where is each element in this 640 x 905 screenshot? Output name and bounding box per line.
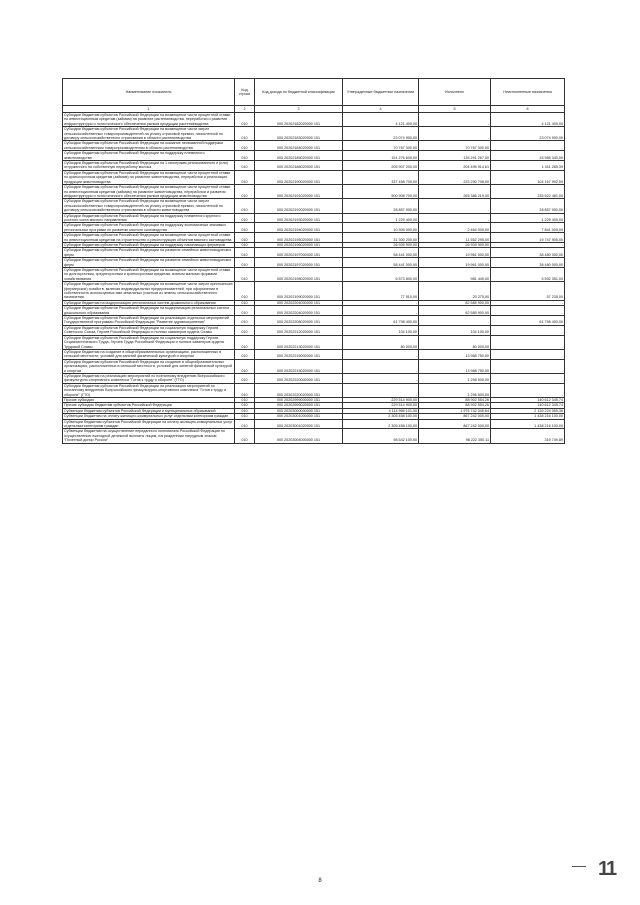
cell-rest: 1 438 216 100,00 bbox=[491, 419, 565, 429]
cell-name: Субсидии бюджетам субъектов Российской Федерации на социальную поддержку Героев Советского Союза, Героев Российской Федерации и полных кавалеров ордена Славы bbox=[63, 325, 235, 335]
cell-kbk: 000 20202199020000 151 bbox=[255, 282, 343, 301]
cell-done: 13 988 750,00 bbox=[419, 349, 491, 359]
cell-name: Субсидии бюджетам субъектов Российской Федерации на возмещение части затрат крестьянских (фермерских) хозяйств, включая индивидуальных предпринимателей, при оформлении в собственность используемых ими земельных участков из земель сельскохозяйственного назначения bbox=[64, 282, 233, 300]
cell-done: - bbox=[419, 113, 491, 127]
cell-rest: 5 592 351,00 bbox=[491, 268, 565, 282]
cell-code: 010 bbox=[235, 170, 255, 184]
cell-done: 13 988 750,00 bbox=[419, 359, 491, 373]
cell-rest: 57 235,00 bbox=[491, 282, 565, 301]
cell-approved: 58 441 000,00 bbox=[343, 248, 419, 258]
cell-approved: 104 100,00 bbox=[343, 325, 419, 335]
col-number: 4 bbox=[343, 106, 419, 113]
cell-approved: 205 907 200,00 bbox=[343, 161, 419, 171]
table-row bbox=[63, 223, 565, 233]
cell-name: Субсидии бюджетам на создание в общеобразовательных организациях, расположенных в сельской местности, условий для занятий физической культурой и спортом bbox=[63, 349, 235, 359]
table-row bbox=[63, 306, 565, 316]
cell-approved: 4 121 400,00 bbox=[343, 113, 419, 127]
table-row bbox=[63, 335, 565, 349]
cell-code: 010 bbox=[235, 403, 255, 408]
col-number: 6 bbox=[491, 106, 565, 113]
cell-done: 135 291 267,00 bbox=[419, 151, 491, 161]
cell-rest: 319 749,89 bbox=[491, 429, 565, 443]
cell-kbk: 000 20202212020000 151 bbox=[255, 325, 343, 335]
cell-name: Субсидии бюджетам субъектов Российской Федерации на реализацию мероприятий по поэтапному внедрению Всероссийского физкультурно-спортивного комплекса "Готов к труду и обороне" (ГТО) bbox=[63, 383, 235, 397]
cell-code: 010 bbox=[235, 316, 255, 326]
cell-approved: - bbox=[343, 300, 419, 305]
report-sheet bbox=[62, 78, 564, 444]
cell-rest: 140 612 345,74 bbox=[491, 403, 565, 408]
cell-done: 98 222 350,11 bbox=[419, 429, 491, 443]
page-number: 8 bbox=[318, 878, 322, 884]
table-row bbox=[63, 282, 565, 301]
header-approved: Утвержденные бюджетные назначения bbox=[343, 79, 419, 106]
cell-code: 010 bbox=[235, 223, 255, 233]
cell-kbk: 000 20202191020000 151 bbox=[255, 185, 343, 199]
cell-rest: 23 074 900,00 bbox=[491, 127, 565, 141]
cell-rest: 15 985 340,00 bbox=[491, 151, 565, 161]
cell-kbk: 000 20202195020000 151 bbox=[255, 233, 343, 243]
cell-name: Субвенции бюджетам на осуществление переданного полномочия Российской Федерации по осуществлению ежегодной денежной выплаты лицам, награжденным нагрудным знаком "Почетный донор России" bbox=[63, 429, 235, 443]
cell-code: 010 bbox=[235, 127, 255, 141]
cell-rest: 1 229 400,00 bbox=[491, 213, 565, 223]
cell-kbk: 000 20202192020000 151 bbox=[255, 199, 343, 213]
cell-done: 1 296 500,00 bbox=[419, 373, 491, 383]
cell-kbk: 000 20202204020000 151 bbox=[255, 306, 343, 316]
cell-code: 010 bbox=[235, 335, 255, 349]
cell-rest: - bbox=[491, 383, 565, 397]
table-row bbox=[63, 429, 565, 443]
cell-kbk: 000 20202193020000 151 bbox=[255, 213, 343, 223]
cell-code: 010 bbox=[235, 383, 255, 397]
budget-table bbox=[62, 78, 565, 444]
cell-approved: 28 857 000,00 bbox=[343, 199, 419, 213]
table-row bbox=[63, 268, 565, 282]
cell-kbk: 000 20202198020000 151 bbox=[255, 268, 343, 282]
cell-done: 20 275,00 bbox=[419, 282, 491, 301]
table-row bbox=[63, 258, 565, 268]
cell-kbk: 000 20202215020000 151 bbox=[255, 359, 343, 373]
cell-done: 70 767 300,00 bbox=[419, 141, 491, 151]
cell-kbk: 000 20202185020000 151 bbox=[255, 151, 343, 161]
cell-name: Субсидии бюджетам на реализацию мероприятий по поэтапному внедрению Всероссийского физкультурно-спортивного комплекса "Готов к труду и обороне" (ГТО) bbox=[63, 373, 235, 383]
cell-code: 010 bbox=[235, 414, 255, 419]
cell-code: 010 bbox=[235, 268, 255, 282]
cell-approved: 151 276 600,00 bbox=[343, 151, 419, 161]
cell-approved: 337 458 700,00 bbox=[343, 170, 419, 184]
cell-kbk: 000 20202208020000 151 bbox=[255, 316, 343, 326]
cell-approved: 4 114 966 101,00 bbox=[343, 408, 419, 413]
cell-rest: 19 747 905,00 bbox=[491, 233, 565, 243]
cell-rest: - bbox=[491, 242, 565, 247]
cell-name: Субвенции бюджетам субъектов Российской Федерации и муниципальных образований bbox=[63, 408, 235, 413]
cell-done: 104 100,00 bbox=[419, 325, 491, 335]
cell-code: 010 bbox=[235, 408, 255, 413]
cell-done: 80 000,00 bbox=[419, 335, 491, 349]
cell-kbk: 000 20202215000000 151 bbox=[255, 349, 343, 359]
cell-code: 010 bbox=[235, 161, 255, 171]
table-row bbox=[63, 113, 565, 127]
margin-dash bbox=[572, 866, 586, 867]
cell-name: Субсидии бюджетам субъектов Российской Федерации на развитие семейных животноводческих ферм bbox=[63, 248, 235, 258]
cell-done: 88 902 554,26 bbox=[419, 403, 491, 408]
cell-done: 82 585 900,00 bbox=[419, 300, 491, 305]
cell-approved: 229 514 900,00 bbox=[343, 397, 419, 402]
cell-rest: 38 480 000,00 bbox=[491, 258, 565, 268]
cell-code: 010 bbox=[235, 349, 255, 359]
cell-done: 19 961 000,00 bbox=[419, 248, 491, 258]
cell-rest: - bbox=[491, 349, 565, 359]
cell-code: 010 bbox=[235, 185, 255, 199]
cell-rest: 28 857 000,00 bbox=[491, 199, 565, 213]
header-row bbox=[63, 79, 565, 106]
cell-kbk: 000 20202197020000 151 bbox=[255, 258, 343, 268]
cell-name: Субсидии бюджетам субъектов Российской Федерации на реализацию отдельных мероприятий Государственной программы Российской Федерации "Развитие здравоохранения" bbox=[63, 316, 235, 326]
cell-rest: 1 438 216 100,00 bbox=[491, 414, 565, 419]
cell-done: 88 902 554,26 bbox=[419, 397, 491, 402]
cell-name: Субсидии бюджетам субъектов Российской Федерации на возмещение части процентной ставки по инвестиционным кредитам на строительство и реконструкцию объектов мясного скотоводства bbox=[63, 233, 235, 243]
cell-code: 010 bbox=[235, 242, 255, 247]
cell-kbk: 000 20202190020000 151 bbox=[255, 170, 343, 184]
cell-rest: - bbox=[491, 141, 565, 151]
table-row bbox=[63, 161, 565, 171]
cell-done: 981 449,00 bbox=[419, 268, 491, 282]
cell-done: - bbox=[419, 127, 491, 141]
cell-approved: - bbox=[343, 359, 419, 373]
cell-approved: 1 229 400,00 bbox=[343, 213, 419, 223]
col-number: 2 bbox=[235, 106, 255, 113]
cell-name: Субсидии бюджетам субъектов Российской Федерации на поддержку начинающих фермеров bbox=[63, 242, 235, 247]
cell-kbk: 000 20202999020000 151 bbox=[255, 403, 343, 408]
cell-done: 82 585 900,00 bbox=[419, 306, 491, 316]
cell-kbk: 000 20202184020000 151 bbox=[255, 141, 343, 151]
cell-kbk: 000 20202183020000 151 bbox=[255, 127, 343, 141]
cell-kbk: 000 20202999000000 151 bbox=[255, 397, 343, 402]
cell-name: Субсидии бюджетам субъектов Российской Федерации на возмещение части процентной ставки по инвестиционным кредитам (займам) на развитие животноводства, переработки и развития инфраструктуры и логистического обеспечения рынков продукции животноводства bbox=[63, 185, 235, 199]
table-row bbox=[63, 185, 565, 199]
cell-code: 010 bbox=[235, 306, 255, 316]
cell-kbk: 000 20202196020000 151 bbox=[255, 242, 343, 247]
cell-rest: - bbox=[491, 359, 565, 373]
header-done: Исполнено bbox=[419, 79, 491, 106]
cell-name: Субсидии бюджетам субъектов Российской Федерации на создание в общеобразовательных организациях, расположенных в сельской местности, условий для занятий физической культурой и спортом bbox=[63, 359, 235, 373]
cell-rest: 4 121 400,00 bbox=[491, 113, 565, 127]
table-row bbox=[63, 248, 565, 258]
cell-approved: - bbox=[343, 349, 419, 359]
cell-rest: 61 798 400,00 bbox=[491, 316, 565, 326]
table-row bbox=[63, 151, 565, 161]
cell-name: Субсидии бюджетам субъектов Российской Федерации на поддержку экономически значимых региональных программ по развитию мясного скотоводства bbox=[63, 223, 235, 233]
cell-approved: 98 542 100,00 bbox=[343, 429, 419, 443]
table-body bbox=[63, 113, 565, 444]
header-name: Наименование показателя bbox=[63, 79, 235, 106]
table-row bbox=[63, 359, 565, 373]
cell-name: Субсидии бюджетам субъектов Российской Федерации на 1 килограмм реализованного и (или) отгруженного на собственную переработку молока bbox=[63, 161, 235, 171]
cell-name: Субсидии бюджетам на модернизацию региональных систем дошкольного образования bbox=[63, 300, 235, 305]
cell-approved: 26 939 900,00 bbox=[343, 242, 419, 247]
cell-name: Субсидии бюджетам субъектов Российской Федерации на модернизацию региональных систем дошкольного образования bbox=[63, 306, 235, 316]
cell-rest: - bbox=[491, 373, 565, 383]
cell-kbk: 000 20203004000000 151 bbox=[255, 429, 343, 443]
cell-approved: 61 798 400,00 bbox=[343, 316, 419, 326]
header-rest: Неисполненные назначения bbox=[491, 79, 565, 106]
cell-approved: 500 908 700,00 bbox=[343, 185, 419, 199]
cell-done: 867 242 000,00 bbox=[419, 414, 491, 419]
cell-code: 010 bbox=[235, 233, 255, 243]
cell-kbk: 000 20202186020000 151 bbox=[255, 161, 343, 171]
col-number: 3 bbox=[255, 106, 343, 113]
margin-handwritten-mark: 11 bbox=[598, 858, 616, 880]
col-number: 1 bbox=[63, 106, 235, 113]
cell-code: 010 bbox=[235, 258, 255, 268]
cell-rest: - bbox=[491, 325, 565, 335]
cell-approved: 80 000,00 bbox=[343, 335, 419, 349]
cell-done: 26 939 900,00 bbox=[419, 242, 491, 247]
table-row bbox=[63, 170, 565, 184]
cell-name: Субсидии бюджетам субъектов Российской Федерации на оказание несвязанной поддержки сельскохозяйственным товаропроизводителям в области растениеводства bbox=[63, 141, 235, 151]
cell-approved: - bbox=[343, 383, 419, 397]
table-row bbox=[63, 383, 565, 397]
cell-done: 233 290 708,00 bbox=[419, 170, 491, 184]
column-numbers-row bbox=[63, 106, 565, 113]
cell-kbk: 000 20203001020000 151 bbox=[255, 419, 343, 429]
cell-name: Субсидии бюджетам субъектов Российской Федерации на возмещение части затрат сельскохозяйственных товаропроизводителей на уплату страховой премии, начисленной по договору сельскохозяйственного страхования в области растениеводства bbox=[63, 127, 235, 141]
table-row bbox=[63, 199, 565, 213]
cell-code: 010 bbox=[235, 141, 255, 151]
table-row bbox=[63, 373, 565, 383]
cell-name: Субсидии бюджетам субъектов Российской Федерации на возмещение части процентной ставки по инвестиционным кредитам (займам) на развитие растениеводства, переработки и развития инфраструктуры и логистического обеспечения рынков продукции растениеводства bbox=[63, 113, 235, 127]
header-kbk: Код дохода по бюджетной классификации bbox=[255, 79, 343, 106]
header-code: Код строки bbox=[235, 79, 255, 106]
cell-done: 2 464 000,00 bbox=[419, 223, 491, 233]
cell-rest: 140 612 345,74 bbox=[491, 397, 565, 402]
cell-name: Субсидии бюджетам субъектов Российской Федерации на поддержку племенного крупного рогатого скота мясного направления bbox=[63, 213, 235, 223]
cell-code: 010 bbox=[235, 373, 255, 383]
cell-rest: - bbox=[491, 306, 565, 316]
cell-code: 010 bbox=[235, 300, 255, 305]
cell-done: 204 495 914,61 bbox=[419, 161, 491, 171]
cell-kbk: 000 20202204000000 151 bbox=[255, 300, 343, 305]
cell-done: - bbox=[419, 213, 491, 223]
cell-name: Субвенции бюджетам на оплату жилищно-коммунальных услуг отдельным категориям граждан bbox=[63, 414, 235, 419]
cell-name: Субсидии бюджетам субъектов Российской Федерации на возмещение части процентной ставки по краткосрочным кредитам (займам) на развитие животноводства, переработки и реализации продукции животноводства bbox=[63, 170, 235, 184]
cell-rest: - bbox=[491, 335, 565, 349]
cell-done: - bbox=[419, 199, 491, 213]
cell-kbk: 000 20203001000000 151 bbox=[255, 414, 343, 419]
cell-name: Субсидии бюджетам субъектов Российской Федерации на возмещение части процентной ставки по долгосрочным, среднесрочным и краткосрочным кредитам, взятым малыми формами хозяйствования bbox=[63, 268, 235, 282]
cell-name: Субсидии бюджетам субъектов Российской Федерации на возмещение части затрат сельскохозяйственных товаропроизводителей на уплату страховой премии, начисленной по договору сельскохозяйственного страхования в области животноводства bbox=[63, 199, 235, 213]
cell-kbk: 000 20202194020000 151 bbox=[255, 223, 343, 233]
cell-approved: 31 300 200,00 bbox=[343, 233, 419, 243]
cell-kbk: 000 20202213020000 151 bbox=[255, 335, 343, 349]
cell-code: 010 bbox=[235, 199, 255, 213]
cell-code: 010 bbox=[235, 325, 255, 335]
cell-done: 1 296 500,00 bbox=[419, 383, 491, 397]
table-row bbox=[63, 233, 565, 243]
cell-code: 010 bbox=[235, 151, 255, 161]
cell-approved: 2 305 458 100,00 bbox=[343, 419, 419, 429]
table-row bbox=[63, 316, 565, 326]
cell-kbk: 000 20202182020000 151 bbox=[255, 113, 343, 127]
cell-name: Субвенции бюджетам субъектов Российской Федерации на оплату жилищно-коммунальных услуг отдельным категориям граждан bbox=[63, 419, 235, 429]
cell-rest: 235 522 481,00 bbox=[491, 185, 565, 199]
table-row bbox=[63, 127, 565, 141]
cell-name: Прочие субсидии бюджетам субъектов Российской Федерации bbox=[63, 403, 235, 408]
cell-approved: 6 573 800,00 bbox=[343, 268, 419, 282]
cell-rest: 7 841 000,00 bbox=[491, 223, 565, 233]
table-row bbox=[63, 213, 565, 223]
table-row bbox=[63, 419, 565, 429]
cell-done: 265 386 219,00 bbox=[419, 185, 491, 199]
cell-rest: 38 480 000,00 bbox=[491, 248, 565, 258]
cell-done: 867 242 000,00 bbox=[419, 419, 491, 429]
cell-kbk: 000 20202220020000 151 bbox=[255, 383, 343, 397]
cell-rest: 104 167 992,00 bbox=[491, 170, 565, 184]
cell-name: Субсидии бюджетам субъектов Российской Федерации на развитие семейных животноводческих ферм bbox=[63, 258, 235, 268]
cell-code: 010 bbox=[235, 282, 255, 301]
cell-done: 1 975 742 045,64 bbox=[419, 408, 491, 413]
cell-approved: - bbox=[343, 373, 419, 383]
cell-code: 010 bbox=[235, 213, 255, 223]
cell-code: 010 bbox=[235, 397, 255, 402]
cell-code: 010 bbox=[235, 429, 255, 443]
cell-approved: 77 510,00 bbox=[343, 282, 419, 301]
cell-code: 010 bbox=[235, 113, 255, 127]
cell-done: - bbox=[419, 316, 491, 326]
cell-name: Субсидии бюджетам субъектов Российской Федерации на поддержку племенного животноводства bbox=[63, 151, 235, 161]
cell-code: 010 bbox=[235, 359, 255, 373]
cell-rest: - bbox=[491, 300, 565, 305]
cell-approved: 58 441 000,00 bbox=[343, 258, 419, 268]
col-number: 5 bbox=[419, 106, 491, 113]
cell-done: 19 961 000,00 bbox=[419, 258, 491, 268]
cell-code: 010 bbox=[235, 248, 255, 258]
table-row bbox=[63, 141, 565, 151]
cell-name: Субсидии бюджетам субъектов Российской Федерации на социальную поддержку Героев Социалистического Труда, Героев Труда Российской Федерации и полных кавалеров ордена Трудовой Славы bbox=[63, 335, 235, 349]
table-row bbox=[63, 325, 565, 335]
cell-name: Прочие субсидии bbox=[63, 397, 235, 402]
cell-kbk: 000 20202220000000 151 bbox=[255, 373, 343, 383]
cell-approved: 2 305 458 100,00 bbox=[343, 414, 419, 419]
cell-rest: 2 139 224 055,36 bbox=[491, 408, 565, 413]
cell-approved: 70 767 300,00 bbox=[343, 141, 419, 151]
cell-done: 11 552 295,00 bbox=[419, 233, 491, 243]
cell-code: 010 bbox=[235, 419, 255, 429]
cell-rest: 1 411 285,39 bbox=[491, 161, 565, 171]
cell-approved: 10 305 000,00 bbox=[343, 223, 419, 233]
table-row bbox=[63, 349, 565, 359]
cell-approved: 229 514 900,00 bbox=[343, 403, 419, 408]
cell-approved: 23 074 900,00 bbox=[343, 127, 419, 141]
cell-kbk: 000 20203000000000 151 bbox=[255, 408, 343, 413]
cell-kbk: 000 20202197000000 151 bbox=[255, 248, 343, 258]
cell-approved: - bbox=[343, 306, 419, 316]
